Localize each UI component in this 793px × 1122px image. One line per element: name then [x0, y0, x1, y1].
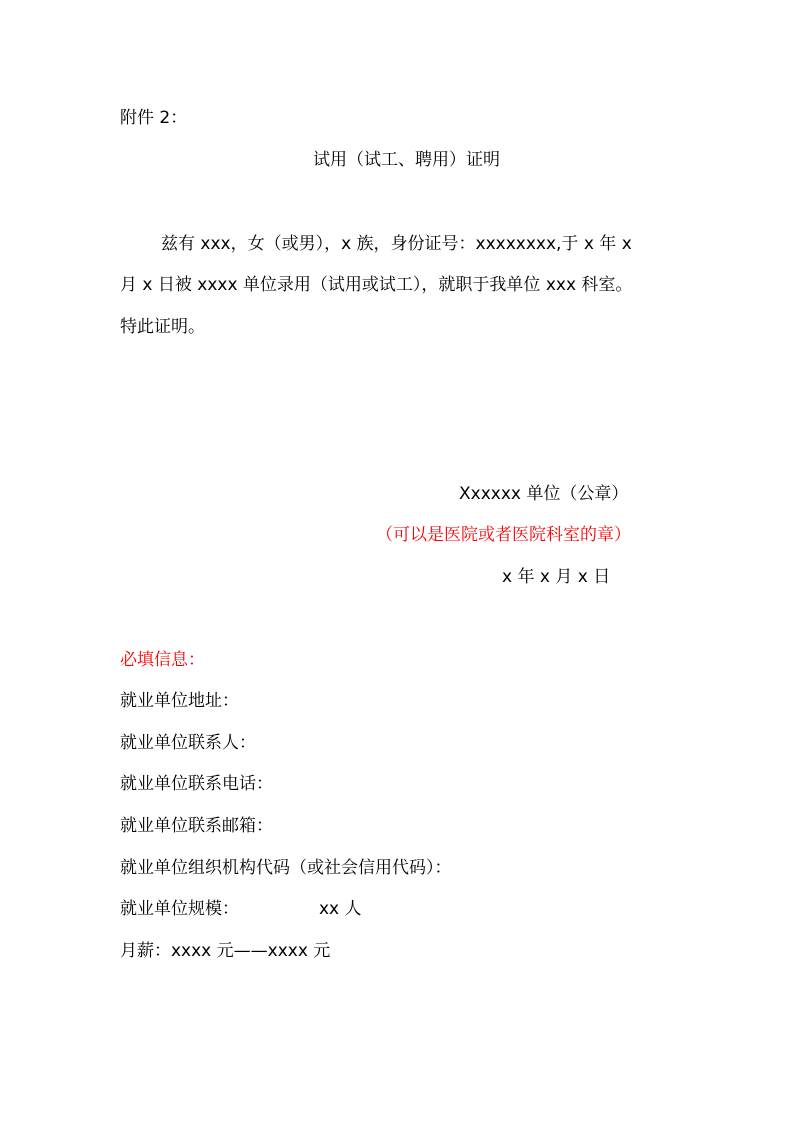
field-unit-phone [120, 772, 273, 796]
field-label: 就业单位联系人： [120, 733, 256, 753]
field-value: xx 人 [319, 899, 362, 919]
field-unit-contact [120, 731, 256, 755]
field-unit-org-code [120, 856, 452, 880]
document-title: 试用（试工、聘用）证明 [313, 150, 500, 170]
field-label: 就业单位联系邮箱： [120, 816, 273, 836]
field-unit-address [120, 689, 239, 713]
field-unit-scale [120, 897, 362, 921]
signature-seal-note: （可以是医院或者医院科室的章） [376, 525, 631, 545]
field-label: 就业单位规模： [120, 899, 239, 919]
attachment-label: 附件 2： [120, 108, 188, 128]
field-monthly-salary [120, 939, 330, 963]
field-label: 就业单位组织机构代码（或社会信用代码）： [120, 858, 452, 878]
body-line-2: 月 x 日被 xxxx 单位录用（试用或试工），就职于我单位 xxx 科室。 [120, 275, 633, 295]
signature-date: x 年 x 月 x 日 [502, 567, 611, 587]
field-unit-email [120, 814, 273, 838]
field-label: 月薪：xxxx 元——xxxx 元 [120, 941, 331, 961]
body-line-1: 兹有 xxx，女（或男），x 族，身份证号：xxxxxxxx,于 x 年 x [161, 234, 632, 254]
field-label: 就业单位联系电话： [120, 774, 273, 794]
body-line-3: 特此证明。 [120, 317, 205, 337]
field-label: 就业单位地址： [120, 691, 239, 711]
signature-unit: Xxxxxx 单位（公章） [459, 484, 629, 504]
required-info-heading: 必填信息： [120, 650, 205, 670]
